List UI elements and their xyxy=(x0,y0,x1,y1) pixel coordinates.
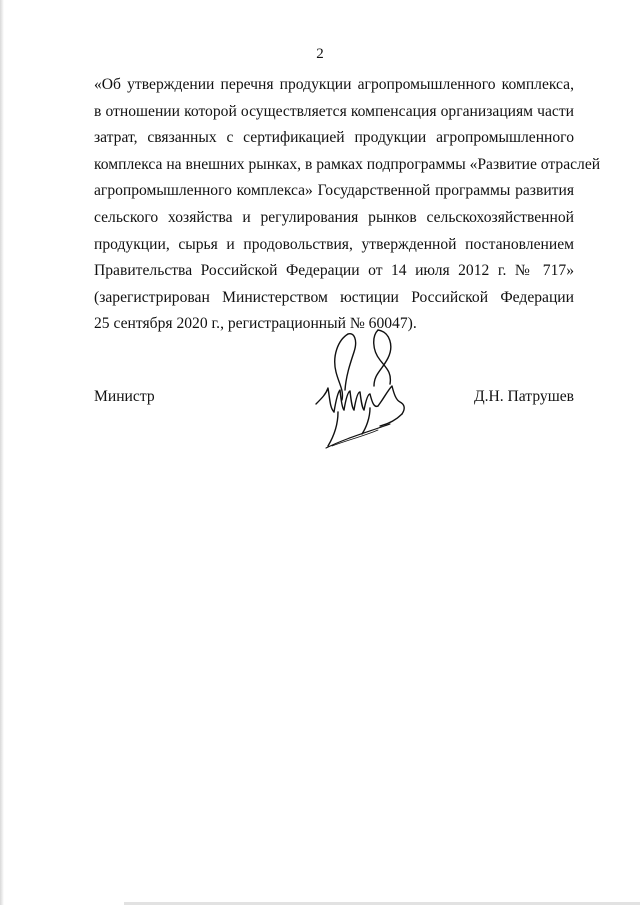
text-line: затрат, связанных с сертификацией продукции агропромышленного xyxy=(94,129,574,147)
text-line: 25 сентября 2020 г., регистрационный № 60047). xyxy=(94,315,417,333)
position-title: Министр xyxy=(94,388,155,405)
text-line: (зарегистрирован Министерством юстиции Российской Федерации xyxy=(94,288,574,306)
body-text xyxy=(94,72,601,338)
signer-name: Д.Н. Патрушев xyxy=(473,388,574,405)
handwritten-signature xyxy=(308,328,420,450)
text-line: агропромышленного комплекса» Государственной программы развития xyxy=(94,182,574,200)
text-line: продукции, сырья и продовольствия, утвержденной постановлением xyxy=(94,235,574,253)
text-line: сельского хозяйства и регулирования рынков сельскохозяйственной xyxy=(94,208,574,226)
text-line: Правительства Российской Федерации от 14 июля 2012 г. № 717» xyxy=(94,262,574,280)
text-line: «Об утверждении перечня продукции агропромышленного комплекса, xyxy=(94,76,574,93)
text-line: в отношении которой осуществляется компенсация организациям части xyxy=(94,102,574,120)
page-number: 2 xyxy=(316,46,324,62)
text-line: комплекса на внешних рынках, в рамках подпрограммы «Развитие отраслей xyxy=(94,155,601,173)
scan-edge-shadow xyxy=(0,0,4,905)
